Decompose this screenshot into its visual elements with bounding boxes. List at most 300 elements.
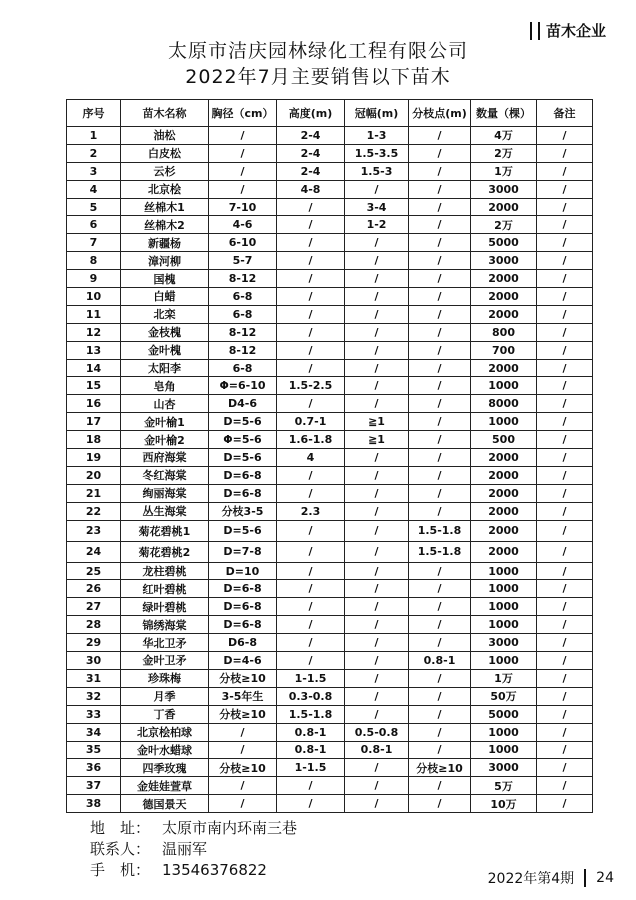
table-cell: 5万 [471,777,537,795]
table-row [67,580,593,598]
table-row [67,520,593,541]
table-cell: 5000 [471,705,537,723]
table-cell: / [537,288,593,306]
table-cell: / [409,252,471,270]
table-row [67,144,593,162]
table-cell: 6-8 [209,288,277,306]
table-cell: / [277,341,345,359]
table-cell: 22 [67,502,121,520]
table-cell: / [537,395,593,413]
table-cell: D=5-6 [209,449,277,467]
table-row [67,413,593,431]
table-row [67,598,593,616]
table-cell: 白皮松 [121,144,209,162]
table-cell: 2000 [471,484,537,502]
table-cell: D6-8 [209,634,277,652]
table-cell: / [537,777,593,795]
table-cell: / [277,484,345,502]
table-row [67,449,593,467]
header-tag-text: 苗木企业 [545,22,606,40]
issue-label: 2022年第4期 [487,871,575,887]
table-cell: 0.7-1 [277,413,345,431]
table-cell: 金叶榆2 [121,431,209,449]
table-row [67,484,593,502]
table-cell: / [409,687,471,705]
table-cell: / [409,216,471,234]
table-cell: / [537,270,593,288]
table-cell: 8 [67,252,121,270]
table-cell: / [537,669,593,687]
table-cell: 1万 [471,162,537,180]
table-cell: 1.5-1.8 [277,705,345,723]
table-cell: / [277,541,345,562]
table-cell: 2000 [471,466,537,484]
table-cell: 8000 [471,395,537,413]
table-cell: 34 [67,723,121,741]
contact-person-value: 温丽军 [162,840,208,858]
table-cell: 37 [67,777,121,795]
table-cell: 32 [67,687,121,705]
table-cell: 1 [67,127,121,145]
table-row [67,216,593,234]
table-cell: D=6-8 [209,616,277,634]
table-cell: / [209,777,277,795]
table-cell: 0.8-1 [277,741,345,759]
table-cell: 2000 [471,449,537,467]
table-cell: 7-10 [209,198,277,216]
table-cell: 1万 [471,669,537,687]
table-cell: 5 [67,198,121,216]
table-row [67,127,593,145]
table-row [67,377,593,395]
table-cell: / [345,449,409,467]
table-row [67,341,593,359]
table-cell: 2000 [471,270,537,288]
table-cell: / [409,323,471,341]
table-cell: / [345,395,409,413]
table-cell: / [345,466,409,484]
table-cell: / [277,359,345,377]
table-row [67,634,593,652]
phone-label: 手 机： [90,861,151,879]
table-cell: Φ=6-10 [209,377,277,395]
table-cell: / [409,377,471,395]
table-cell: 太阳李 [121,359,209,377]
table-cell: 15 [67,377,121,395]
table-cell: / [277,795,345,813]
table-cell: 17 [67,413,121,431]
double-bar-icon [530,22,540,40]
table-cell: / [537,341,593,359]
table-cell: 2-4 [277,144,345,162]
table-cell: 新疆杨 [121,234,209,252]
table-cell: 北京桧柏球 [121,723,209,741]
table-cell: 3000 [471,634,537,652]
table-cell: 4-6 [209,216,277,234]
table-cell: 1000 [471,598,537,616]
table-cell: 18 [67,431,121,449]
table-cell: 3000 [471,759,537,777]
table-cell: 4 [67,180,121,198]
table-cell: / [537,723,593,741]
table-cell: 皂角 [121,377,209,395]
column-header: 高度(m) [277,100,345,127]
table-cell: 绿叶碧桃 [121,598,209,616]
table-cell: 6-10 [209,234,277,252]
table-cell: / [345,180,409,198]
table-cell: D=10 [209,562,277,580]
table-cell: 丝棉木1 [121,198,209,216]
table-cell: / [537,127,593,145]
table-cell: / [537,359,593,377]
table-row [67,669,593,687]
table-cell: 白蜡 [121,288,209,306]
table-cell: 4万 [471,127,537,145]
column-header: 数量（棵） [471,100,537,127]
table-row [67,180,593,198]
column-header: 序号 [67,100,121,127]
table-cell: D=6-8 [209,484,277,502]
table-cell: / [409,562,471,580]
table-cell: 分枝3-5 [209,502,277,520]
table-cell: 3-5年生 [209,687,277,705]
table-cell: / [277,634,345,652]
table-cell: / [537,216,593,234]
table-cell: 1-1.5 [277,669,345,687]
table-cell: / [537,431,593,449]
table-cell: 8-12 [209,270,277,288]
table-row [67,705,593,723]
table-cell: 10 [67,288,121,306]
table-cell: 29 [67,634,121,652]
table-cell: D=5-6 [209,413,277,431]
table-cell: ≧1 [345,413,409,431]
table-cell: / [345,777,409,795]
table-cell: 金枝槐 [121,323,209,341]
table-cell: / [277,216,345,234]
table-cell: 北京桧 [121,180,209,198]
table-cell: 24 [67,541,121,562]
table-cell: 21 [67,484,121,502]
table-cell: 金叶榆1 [121,413,209,431]
table-cell: / [537,634,593,652]
table-cell: / [409,395,471,413]
table-cell: 6-8 [209,305,277,323]
table-cell: / [345,562,409,580]
table-cell: 2000 [471,502,537,520]
table-cell: 丝棉木2 [121,216,209,234]
table-cell: 分枝≥10 [209,669,277,687]
table-cell: 漳河柳 [121,252,209,270]
column-header: 分枝点(m) [409,100,471,127]
table-row [67,162,593,180]
table-cell: / [345,616,409,634]
table-cell: 金娃娃萱草 [121,777,209,795]
table-cell: 1.5-3.5 [345,144,409,162]
phone-row [90,860,297,881]
table-cell: 50万 [471,687,537,705]
table-cell: 30 [67,652,121,670]
contact-info [90,818,297,881]
table-cell: / [345,252,409,270]
table-row [67,723,593,741]
table-row [67,502,593,520]
table-cell: 华北卫矛 [121,634,209,652]
table-cell: / [537,484,593,502]
contact-person-label: 联系人： [90,840,151,858]
table-cell: D=7-8 [209,541,277,562]
table-cell: 金叶卫矛 [121,652,209,670]
table-cell: / [537,252,593,270]
table-cell: / [409,127,471,145]
table-cell: / [409,634,471,652]
table-cell: / [277,777,345,795]
table-cell: D=6-8 [209,580,277,598]
table-cell: 4 [277,449,345,467]
table-cell: / [409,795,471,813]
table-cell: / [409,580,471,598]
table-cell: / [345,580,409,598]
table-cell: 2000 [471,288,537,306]
table-cell: 20 [67,466,121,484]
table-cell: 500 [471,431,537,449]
table-cell: 冬红海棠 [121,466,209,484]
contact-person-row [90,839,297,860]
table-cell: 13 [67,341,121,359]
table-cell: 2000 [471,305,537,323]
table-cell: 1000 [471,652,537,670]
table-cell: 1.5-1.8 [409,541,471,562]
table-cell: 菊花碧桃2 [121,541,209,562]
table-cell: / [409,270,471,288]
table-body [67,127,593,813]
table-cell: 9 [67,270,121,288]
table-cell: 31 [67,669,121,687]
table-cell: 丛生海棠 [121,502,209,520]
table-cell: 山杏 [121,395,209,413]
address-row [90,818,297,839]
table-cell: 绚丽海棠 [121,484,209,502]
table-row [67,305,593,323]
table-cell: / [537,705,593,723]
table-cell: 1.5-3 [345,162,409,180]
table-cell: 金叶水蜡球 [121,741,209,759]
table-cell: 28 [67,616,121,634]
table-cell: / [537,598,593,616]
table-cell: 12 [67,323,121,341]
table-cell: 四季玫瑰 [121,759,209,777]
table-cell: / [209,144,277,162]
table-cell: / [345,669,409,687]
table-cell: ≧1 [345,431,409,449]
table-cell: 西府海棠 [121,449,209,467]
table-cell: 菊花碧桃1 [121,520,209,541]
table-cell: / [345,270,409,288]
sales-title: 2022年7月主要销售以下苗木 [185,66,451,88]
table-row [67,652,593,670]
table-cell: 6 [67,216,121,234]
footer-divider [584,869,586,887]
table-cell: 16 [67,395,121,413]
table-cell: / [345,323,409,341]
table-cell: 2000 [471,198,537,216]
table-cell: Φ=5-6 [209,431,277,449]
address-value: 太原市南内环南三巷 [162,819,298,837]
table-cell: 14 [67,359,121,377]
table-cell: / [537,162,593,180]
table-cell: / [345,502,409,520]
table-cell: / [537,466,593,484]
table-cell: / [345,598,409,616]
table-cell: 33 [67,705,121,723]
table-cell: / [345,377,409,395]
table-cell: / [409,180,471,198]
table-cell: / [209,180,277,198]
table-cell: 1.6-1.8 [277,431,345,449]
table-cell: / [345,634,409,652]
table-cell: / [345,484,409,502]
table-cell: / [209,162,277,180]
table-cell: / [345,520,409,541]
table-cell: D=4-6 [209,652,277,670]
address-label: 地 址： [90,819,151,837]
table-cell: / [345,341,409,359]
table-cell: / [345,687,409,705]
table-row [67,616,593,634]
phone-value: 13546376822 [162,861,267,879]
table-cell: 1000 [471,580,537,598]
table-cell: / [537,759,593,777]
table-cell: 10万 [471,795,537,813]
table-cell: / [537,413,593,431]
table-cell: / [537,449,593,467]
table-cell: / [537,234,593,252]
column-header: 备注 [537,100,593,127]
table-cell: / [537,652,593,670]
table-cell: 3000 [471,252,537,270]
table-cell: / [537,687,593,705]
table-cell: / [409,359,471,377]
table-cell: 1000 [471,377,537,395]
table-cell: 2万 [471,216,537,234]
table-cell: 1000 [471,413,537,431]
table-cell: 珍珠梅 [121,669,209,687]
table-cell: / [277,520,345,541]
table-row [67,562,593,580]
column-header: 苗木名称 [121,100,209,127]
table-cell: 800 [471,323,537,341]
table-cell: D=6-8 [209,598,277,616]
table-cell: / [409,466,471,484]
table-cell: 1.5-2.5 [277,377,345,395]
table-cell: / [345,795,409,813]
page-number: 24 [596,870,614,886]
table-cell: 分枝≥10 [409,759,471,777]
table-cell: / [409,502,471,520]
table-cell: / [345,705,409,723]
table-cell: 700 [471,341,537,359]
table-row [67,395,593,413]
table-cell: 5000 [471,234,537,252]
table-cell: / [537,562,593,580]
table-cell: / [409,162,471,180]
table-cell: / [409,705,471,723]
table-cell: / [409,616,471,634]
table-cell: / [537,795,593,813]
table-cell: 0.8-1 [409,652,471,670]
table-row [67,795,593,813]
table-cell: / [277,598,345,616]
table-cell: 2万 [471,144,537,162]
table-cell: 0.5-0.8 [345,723,409,741]
table-cell: / [409,413,471,431]
seedling-table [66,99,593,813]
table-row [67,759,593,777]
table-row [67,687,593,705]
table-cell: / [277,395,345,413]
column-header: 胸径（cm） [209,100,277,127]
table-cell: / [277,562,345,580]
table-cell: / [409,341,471,359]
table-cell: 1000 [471,616,537,634]
table-cell: / [537,198,593,216]
table-cell: 丁香 [121,705,209,723]
table-cell: 龙柱碧桃 [121,562,209,580]
table-cell: 分枝≥10 [209,759,277,777]
table-cell: 锦绣海棠 [121,616,209,634]
table-cell: / [537,323,593,341]
table-cell: 云杉 [121,162,209,180]
table-cell: 国槐 [121,270,209,288]
table-cell: / [277,234,345,252]
table-row [67,323,593,341]
table-cell: / [209,723,277,741]
page-footer [488,868,614,888]
table-cell: 2 [67,144,121,162]
table-cell: / [409,741,471,759]
table-cell: / [537,520,593,541]
table-row [67,431,593,449]
table-cell: 0.3-0.8 [277,687,345,705]
table-cell: 2000 [471,541,537,562]
table-cell: / [209,127,277,145]
table-cell: / [277,305,345,323]
table-cell: / [409,234,471,252]
table-cell: 1000 [471,741,537,759]
table-cell: 0.8-1 [345,741,409,759]
table-cell: D4-6 [209,395,277,413]
table-cell: / [277,198,345,216]
table-cell: / [409,777,471,795]
table-cell: / [277,580,345,598]
table-row [67,252,593,270]
table-cell: 35 [67,741,121,759]
table-cell: 分枝≥10 [209,705,277,723]
table-row [67,777,593,795]
table-cell: D=6-8 [209,466,277,484]
table-cell: 2-4 [277,162,345,180]
table-cell: / [409,723,471,741]
table-cell: / [537,180,593,198]
table-cell: 德国景天 [121,795,209,813]
table-cell: 26 [67,580,121,598]
table-cell: 1000 [471,723,537,741]
table-cell: 23 [67,520,121,541]
table-cell: / [277,652,345,670]
table-cell: 25 [67,562,121,580]
table-cell: / [409,288,471,306]
table-cell: / [537,580,593,598]
